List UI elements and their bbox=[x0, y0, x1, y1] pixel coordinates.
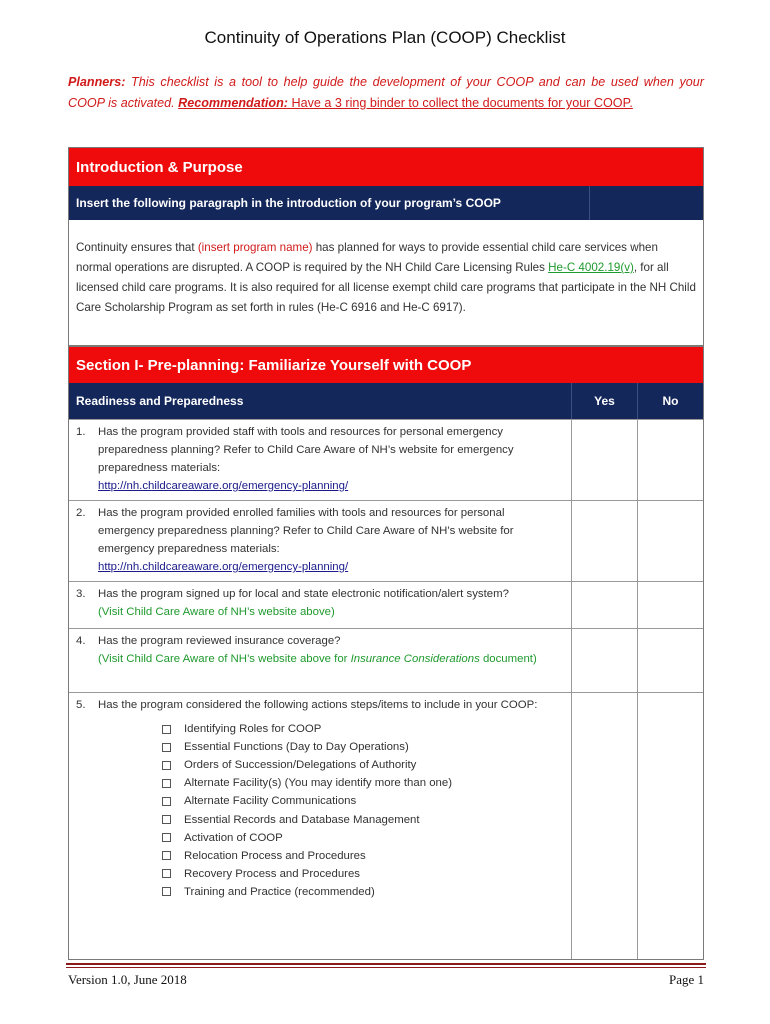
checkbox-icon[interactable] bbox=[162, 779, 171, 788]
checklist-item[interactable] bbox=[162, 774, 563, 792]
col-readiness: Readiness and Preparedness bbox=[76, 394, 244, 408]
question-text: Has the program signed up for local and state electronic notification/alert system? bbox=[98, 588, 509, 600]
question-row-1 bbox=[69, 419, 703, 500]
col-yes: Yes bbox=[571, 383, 637, 419]
checklist-item-label: Alternate Facility(s) (You may identify more than one) bbox=[184, 777, 453, 790]
yes-cell[interactable] bbox=[571, 693, 637, 959]
checklist-item[interactable] bbox=[162, 865, 563, 883]
subheader-spacer bbox=[589, 186, 703, 220]
yes-cell[interactable] bbox=[571, 629, 637, 692]
checkbox-icon[interactable] bbox=[162, 815, 171, 824]
checklist-item[interactable] bbox=[162, 720, 563, 738]
question-note bbox=[98, 653, 537, 665]
checkbox-icon[interactable] bbox=[162, 743, 171, 752]
question-number: 1. bbox=[76, 426, 86, 438]
recommendation-label: Recommendation: bbox=[178, 96, 288, 110]
question-2 bbox=[69, 501, 571, 581]
question-row-3 bbox=[69, 581, 703, 628]
col-no: No bbox=[637, 383, 703, 419]
para-part-1: Continuity ensures that bbox=[76, 241, 198, 254]
intro-label: Planners: bbox=[68, 75, 126, 89]
footer-rule-thick bbox=[66, 963, 706, 965]
program-name-placeholder: (insert program name) bbox=[197, 241, 313, 254]
checklist-item[interactable] bbox=[162, 756, 563, 774]
yes-cell[interactable] bbox=[571, 420, 637, 500]
no-cell[interactable] bbox=[637, 501, 703, 581]
checklist-item[interactable] bbox=[162, 847, 563, 865]
emergency-planning-link[interactable]: http://nh.childcareaware.org/emergency-planning/ bbox=[98, 480, 349, 492]
checklist-item-label: Alternate Facility Communications bbox=[184, 795, 357, 808]
question-row-4 bbox=[69, 628, 703, 692]
checklist-item[interactable] bbox=[162, 810, 563, 828]
checklist-item[interactable] bbox=[162, 829, 563, 847]
checklist-item-label: Activation of COOP bbox=[184, 831, 283, 844]
recommendation-text: Have a 3 ring binder to collect the documents for your COOP. bbox=[287, 96, 633, 110]
question-number: 5. bbox=[76, 699, 86, 711]
footer-page-number: Page 1 bbox=[668, 972, 704, 987]
checkbox-icon[interactable] bbox=[162, 851, 171, 860]
intro-paragraph bbox=[69, 220, 703, 318]
footer-version: Version 1.0, June 2018 bbox=[68, 972, 187, 987]
question-text: Has the program considered the following actions steps/items to include in your COOP: bbox=[98, 699, 538, 711]
question-number: 3. bbox=[76, 588, 86, 600]
rule-link[interactable]: He-C 4002.19(v) bbox=[548, 261, 634, 274]
no-cell[interactable] bbox=[637, 582, 703, 628]
subheader-text: Insert the following paragraph in the introduction of your program’s COOP bbox=[76, 196, 501, 210]
checkbox-icon[interactable] bbox=[162, 869, 171, 878]
checkbox-icon[interactable] bbox=[162, 761, 171, 770]
question-text: Has the program provided staff with tools and resources for personal emergency preparedness planning? Refer to Child Care Aware of NH’s website for emergency preparedness materials: bbox=[98, 426, 514, 474]
checklist-item-label: Essential Records and Database Management bbox=[184, 813, 420, 826]
coop-items-checklist bbox=[162, 720, 563, 901]
insurance-considerations-doc: Insurance Considerations bbox=[350, 653, 480, 665]
intro-text: This checklist is a tool to help guide the development of your COOP and can be used when your COOP is activated. bbox=[68, 75, 704, 110]
checkbox-icon[interactable] bbox=[162, 797, 171, 806]
para-part-3: , for all licensed child care programs. It is also required for all license exempt child care programs that participate in the NH Child Care Scholarship Program as set forth in rules (He-C 6916 and He-C 6917). bbox=[76, 261, 696, 314]
question-text: Has the program reviewed insurance coverage? bbox=[98, 635, 341, 647]
section-1-column-header bbox=[69, 383, 703, 419]
checkbox-icon[interactable] bbox=[162, 833, 171, 842]
question-text: Has the program provided enrolled families with tools and resources for personal emergency preparedness planning? Refer to Child Care Aware of NH’s website for emergency preparedness materials: bbox=[98, 507, 514, 555]
checklist-item[interactable] bbox=[162, 792, 563, 810]
checklist-item-label: Identifying Roles for COOP bbox=[184, 723, 322, 736]
no-cell[interactable] bbox=[637, 420, 703, 500]
emergency-planning-link[interactable]: http://nh.childcareaware.org/emergency-planning/ bbox=[98, 561, 349, 573]
checklist-item-label: Training and Practice (recommended) bbox=[184, 885, 375, 898]
yes-cell[interactable] bbox=[571, 501, 637, 581]
checklist-item[interactable] bbox=[162, 738, 563, 756]
question-number: 2. bbox=[76, 507, 86, 519]
footer-rule-thin bbox=[66, 967, 706, 968]
yes-cell[interactable] bbox=[571, 582, 637, 628]
question-4 bbox=[69, 629, 571, 692]
intro-purpose-header: Introduction & Purpose bbox=[69, 148, 703, 186]
section-1-box bbox=[68, 346, 704, 960]
intro-note bbox=[68, 72, 704, 114]
page-title: Continuity of Operations Plan (COOP) Checklist bbox=[204, 28, 566, 47]
section-1-header: Section I- Pre-planning: Familiarize Yourself with COOP bbox=[69, 347, 703, 383]
question-number: 4. bbox=[76, 635, 86, 647]
note-part-1: (Visit Child Care Aware of NH’s website above for bbox=[98, 653, 351, 665]
question-3 bbox=[69, 582, 571, 628]
question-row-5 bbox=[69, 692, 703, 959]
checkbox-icon[interactable] bbox=[162, 725, 171, 734]
intro-purpose-box bbox=[68, 147, 704, 346]
question-1 bbox=[69, 420, 571, 500]
no-cell[interactable] bbox=[637, 629, 703, 692]
checkbox-icon[interactable] bbox=[162, 887, 171, 896]
checklist-item-label: Recovery Process and Procedures bbox=[184, 867, 361, 880]
checklist-item-label: Relocation Process and Procedures bbox=[184, 849, 366, 862]
question-note: (Visit Child Care Aware of NH’s website above) bbox=[98, 606, 335, 618]
no-cell[interactable] bbox=[637, 693, 703, 959]
checklist-item[interactable] bbox=[162, 883, 563, 901]
intro-purpose-subheader bbox=[69, 186, 703, 220]
para-part-2: has planned for ways to provide essential child care services when normal operations are disrupted. A COOP is required by the NH Child Care Licensing Rules bbox=[76, 241, 658, 274]
question-row-2 bbox=[69, 500, 703, 581]
checklist-item-label: Essential Functions (Day to Day Operations) bbox=[184, 741, 409, 754]
question-5 bbox=[69, 693, 571, 959]
note-part-2: document) bbox=[479, 653, 537, 665]
checklist-item-label: Orders of Succession/Delegations of Authority bbox=[184, 759, 417, 772]
